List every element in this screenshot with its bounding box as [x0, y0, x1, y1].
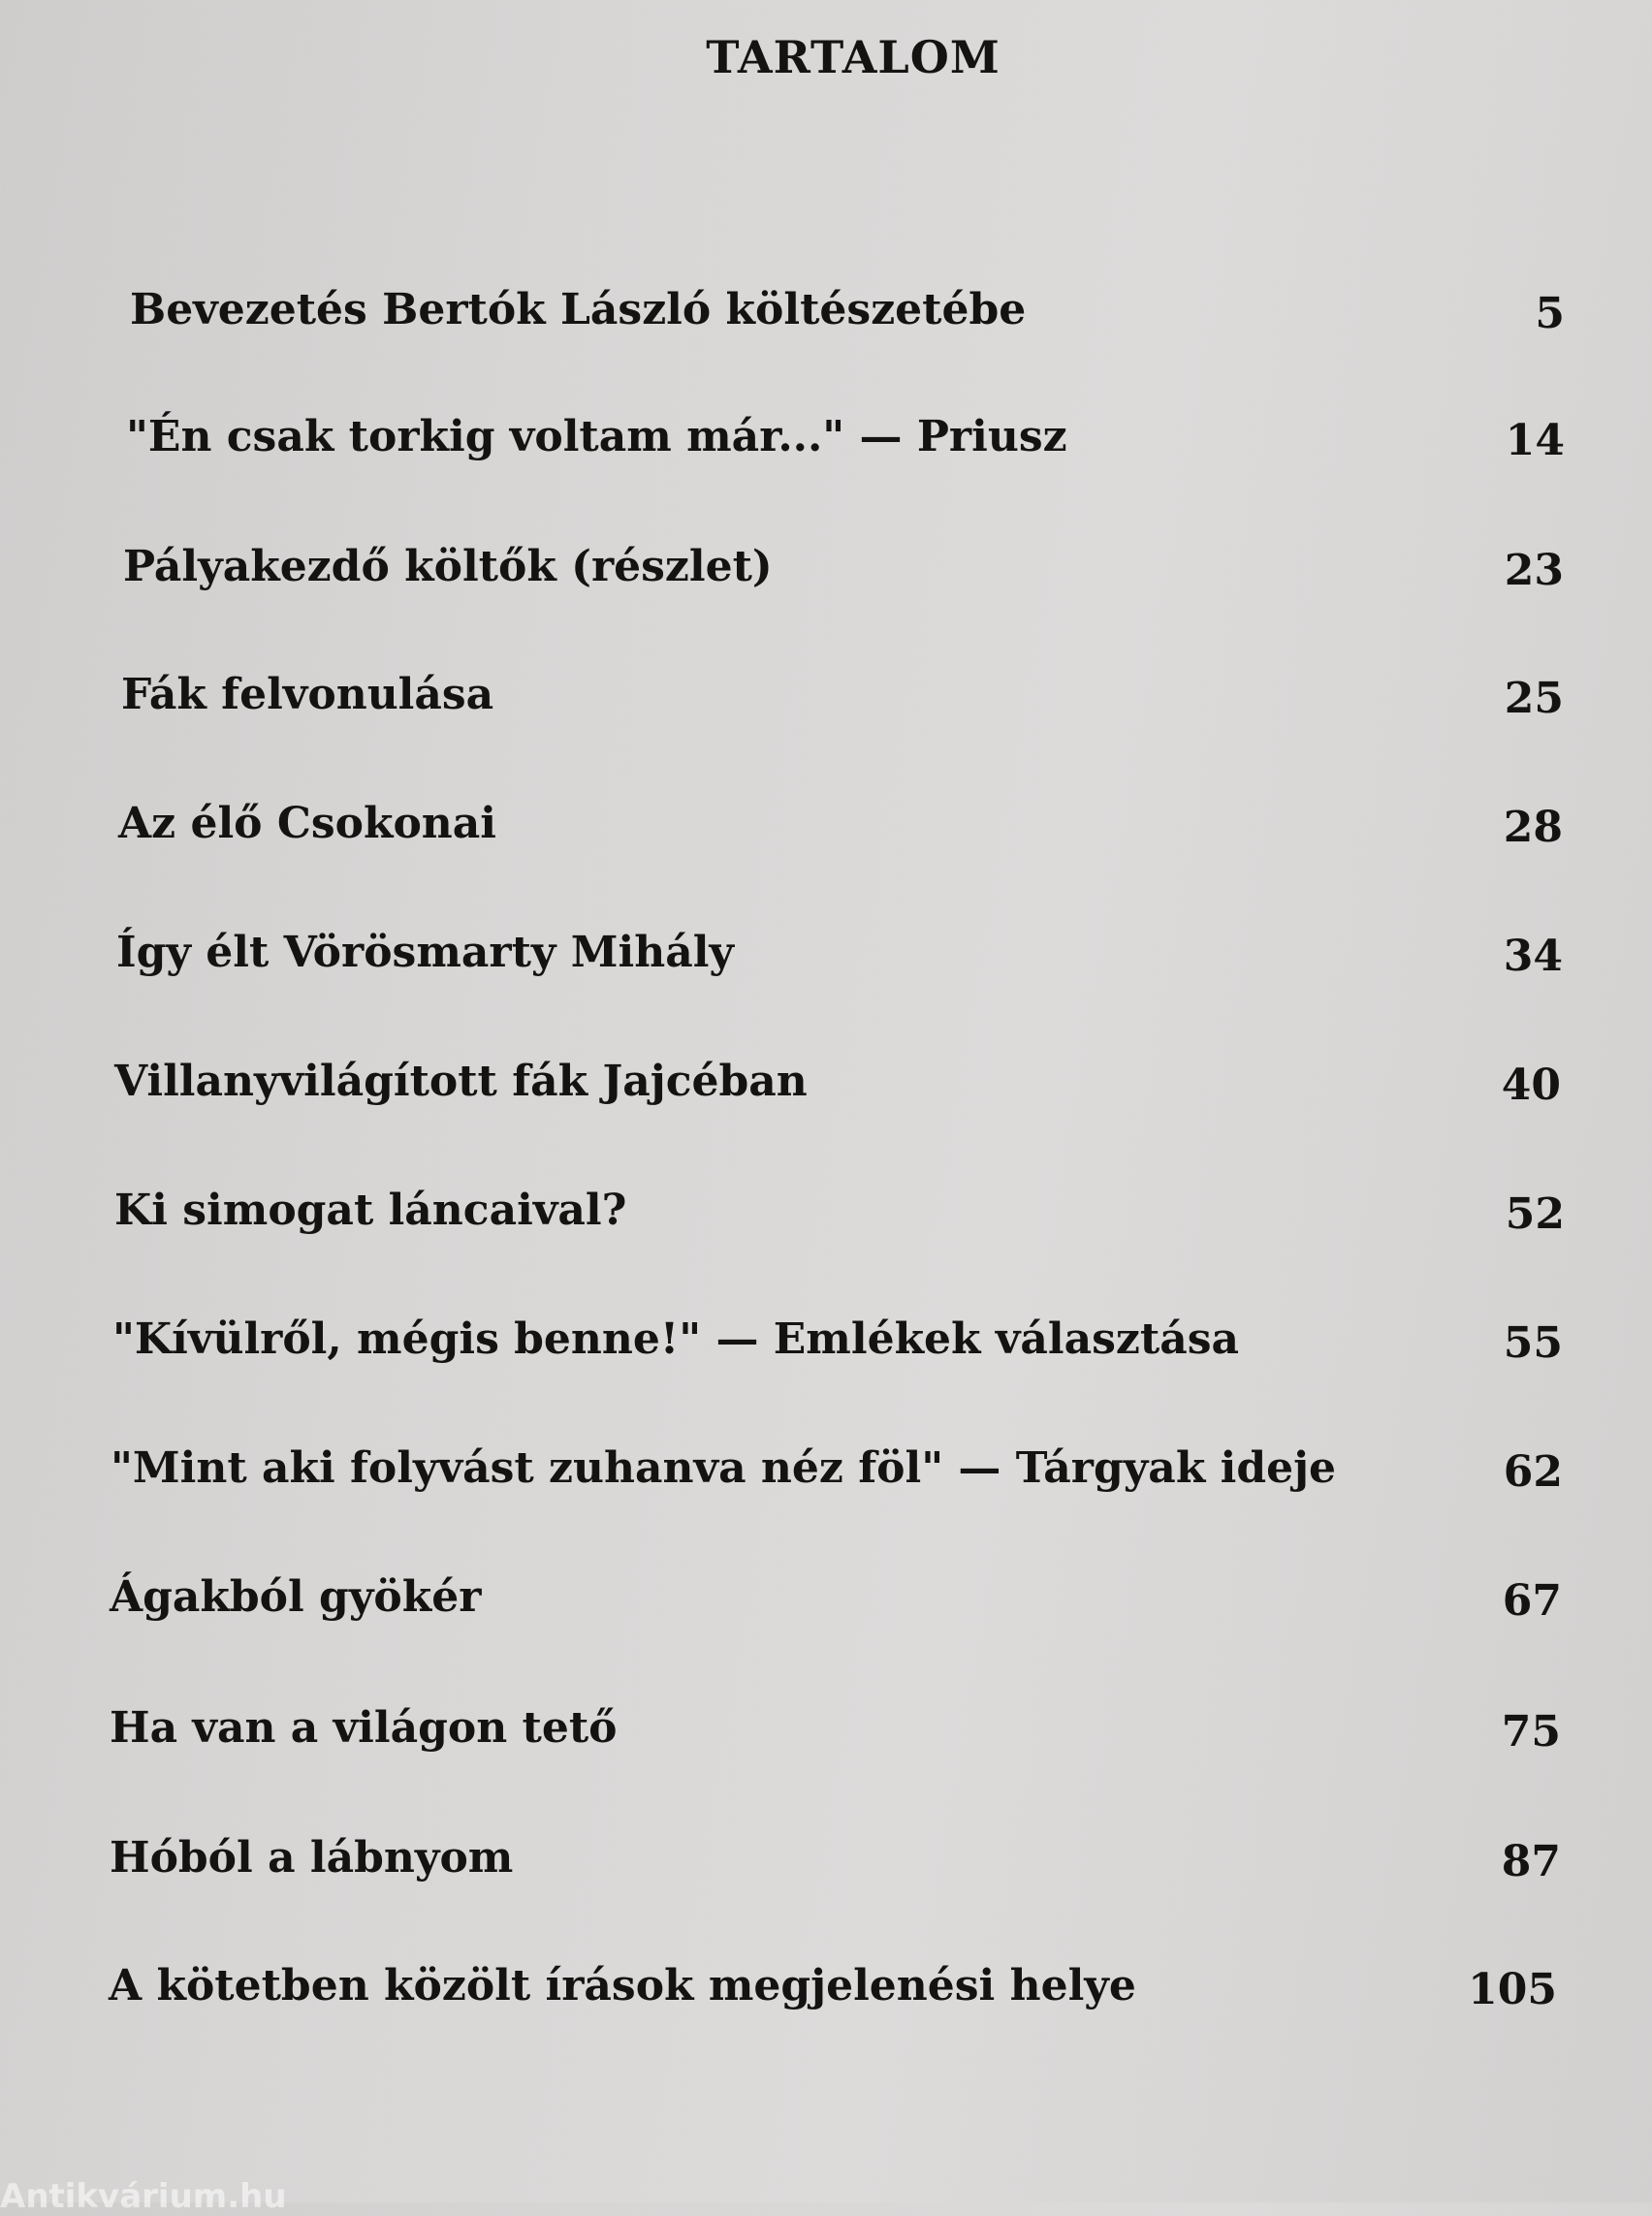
toc-entry [118, 780, 1563, 852]
toc-entry [110, 1554, 1562, 1626]
toc-entry-title: A kötetben közölt írások megjelenési helye [109, 1961, 1136, 2010]
toc-entry-page: 40 [1501, 1061, 1561, 1110]
toc-entry [114, 1038, 1561, 1110]
toc-entry-title: Fák felvonulása [121, 670, 494, 719]
toc-entry [126, 394, 1565, 465]
toc-entry-title: "Mint aki folyvást zuhanva néz föl" — Tárgyak ideje [111, 1443, 1337, 1493]
toc-entry [110, 1815, 1561, 1886]
toc-entry [112, 1296, 1563, 1368]
toc-entry-title: Pályakezdő költők (részlet) [123, 542, 773, 591]
toc-entry-title: Bevezetés Bertók László költészetébe [130, 285, 1027, 334]
toc-entry [111, 1425, 1563, 1497]
toc-entry-page: 105 [1468, 1965, 1557, 2014]
toc-entry-page: 52 [1505, 1189, 1565, 1239]
toc-entry [116, 909, 1563, 981]
page-title: TARTALOM [706, 31, 1001, 83]
toc-entry-title: Ágakból gyökér [110, 1572, 482, 1622]
toc-entry-page: 28 [1503, 803, 1563, 852]
toc-entry-title: "Én csak torkig voltam már..." — Priusz [126, 412, 1067, 461]
toc-entry-page: 34 [1503, 932, 1563, 981]
toc-entry-page: 87 [1501, 1837, 1561, 1886]
toc-entry [121, 651, 1564, 723]
toc-entry [130, 267, 1565, 338]
toc-entry-page: 23 [1504, 546, 1564, 595]
toc-entry-title: Így élt Vörösmarty Mihály [116, 928, 734, 977]
toc-entry [114, 1167, 1565, 1239]
watermark: Antikvárium.hu [0, 2177, 287, 2216]
toc-entry [109, 1943, 1557, 2014]
toc-entry-title: Villanyvilágított fák Jajcéban [114, 1057, 808, 1106]
toc-entry [123, 523, 1564, 595]
toc-entry-title: Az élő Csokonai [118, 799, 497, 848]
toc-entry [110, 1685, 1561, 1757]
toc-entry-page: 5 [1535, 289, 1565, 338]
toc-entry-page: 14 [1505, 416, 1565, 465]
toc-entry-page: 55 [1503, 1318, 1563, 1368]
toc-entry-title: Hóból a lábnyom [110, 1833, 514, 1883]
toc-entry-page: 25 [1504, 674, 1564, 723]
toc-entry-page: 67 [1502, 1576, 1562, 1626]
toc-entry-page: 75 [1501, 1707, 1561, 1757]
toc-entry-page: 62 [1503, 1447, 1563, 1497]
toc-entry-title: Ki simogat láncaival? [114, 1186, 627, 1235]
toc-entry-title: "Kívülről, mégis benne!" — Emlékek választása [112, 1314, 1240, 1364]
toc-entry-title: Ha van a világon tető [110, 1703, 618, 1753]
